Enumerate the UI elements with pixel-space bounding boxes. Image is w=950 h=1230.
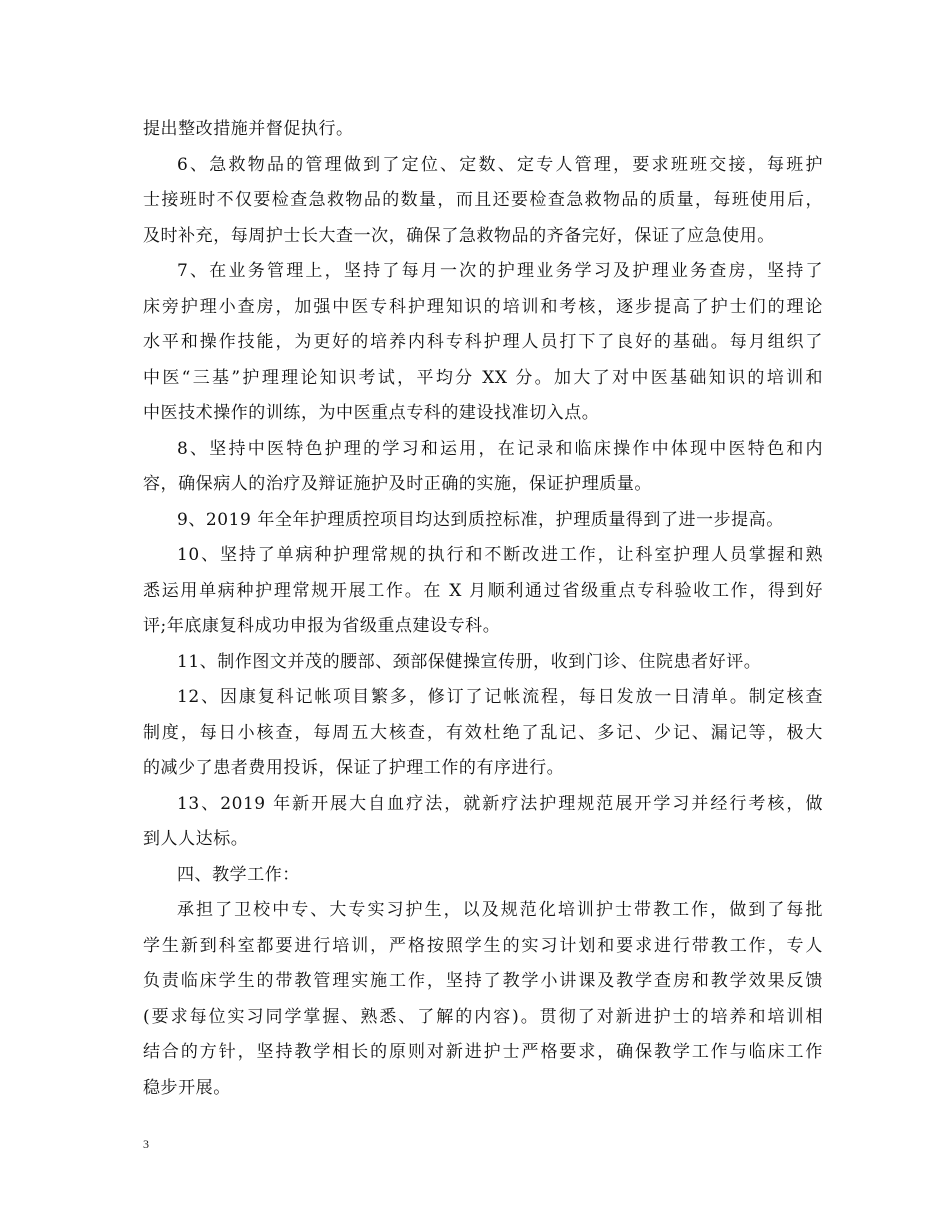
section-heading: 四、教学工作： bbox=[177, 864, 300, 885]
text-line: 到人人达标。 bbox=[143, 829, 249, 849]
text-line: 6、急救物品的管理做到了定位、定数、定专人管理，要求班班交接，每班护 bbox=[177, 154, 823, 175]
text-line: 负责临床学生的带教管理实施工作，坚持了教学小讲课及教学查房和教学效果反馈 bbox=[143, 971, 823, 991]
text-line: 的减少了患者费用投诉，保证了护理工作的有序进行。 bbox=[143, 758, 565, 778]
text-line: 中医“三基”护理理论知识考试，平均分 XX 分。加大了对中医基础知识的培训和 bbox=[143, 367, 823, 388]
text-line: 10、坚持了单病种护理常规的执行和不断改进工作，让科室护理人员掌握和熟 bbox=[177, 545, 823, 565]
text-line: 11、制作图文并茂的腰部、颈部保健操宣传册，收到门诊、住院患者好评。 bbox=[177, 651, 762, 672]
text-line: 8、坚持中医特色护理的学习和运用，在记录和临床操作中体现中医特色和内 bbox=[177, 438, 823, 459]
text-line: 结合的方针，坚持教学相长的原则对新进护士严格要求，确保教学工作与临床工作 bbox=[143, 1042, 823, 1062]
text-line: 7、在业务管理上，坚持了每月一次的护理业务学习及护理业务查房，坚持了 bbox=[177, 261, 823, 281]
text-line: 12、因康复科记帐项目繁多，修订了记帐流程，每日发放一日清单。制定核查 bbox=[177, 687, 823, 707]
page-number: 3 bbox=[143, 1137, 149, 1151]
text-line: 及时补充，每周护士长大查一次，确保了急救物品的齐备完好，保证了应急使用。 bbox=[143, 225, 775, 246]
text-line: 9、2019 年全年护理质控项目均达到质控标准，护理质量得到了进一步提高。 bbox=[177, 509, 784, 530]
text-line: 稳步开展。 bbox=[143, 1077, 231, 1098]
text-line: 制度，每日小核查，每周五大核查，有效杜绝了乱记、多记、少记、漏记等，极大 bbox=[143, 722, 823, 743]
text-line: 评;年底康复科成功申报为省级重点建设专科。 bbox=[143, 616, 501, 636]
text-line: 承担了卫校中专、大专实习护生，以及规范化培训护士带教工作，做到了每批 bbox=[177, 900, 823, 920]
text-line: 提出整改措施并督促执行。 bbox=[143, 119, 354, 139]
text-line: 士接班时不仅要检查急救物品的数量，而且还要检查急救物品的质量，每班使用后， bbox=[143, 190, 823, 210]
text-line: 学生新到科室都要进行培训，严格按照学生的实习计划和要求进行带教工作，专人 bbox=[143, 935, 823, 956]
text-line: 容，确保病人的治疗及辩证施护及时正确的实施，保证护理质量。 bbox=[143, 474, 652, 494]
text-line: 13、2019 年新开展大自血疗法，就新疗法护理规范展开学习并经行考核，做 bbox=[177, 793, 823, 814]
text-line: (要求每位实习同学掌握、熟悉、了解的内容)。贯彻了对新进护士的培养和培训相 bbox=[143, 1006, 823, 1027]
text-line: 水平和操作技能，为更好的培养内科专科护理人员打下了良好的基础。每月组织了 bbox=[143, 332, 823, 352]
text-line: 床旁护理小查房，加强中医专科护理知识的培训和考核，逐步提高了护士们的理论 bbox=[143, 296, 823, 317]
document-body bbox=[143, 112, 823, 1106]
text-line: 悉运用单病种护理常规开展工作。在 X 月顺利通过省级重点专科验收工作，得到好 bbox=[143, 580, 823, 601]
text-line: 中医技术操作的训练，为中医重点专科的建设找准切入点。 bbox=[143, 403, 600, 423]
